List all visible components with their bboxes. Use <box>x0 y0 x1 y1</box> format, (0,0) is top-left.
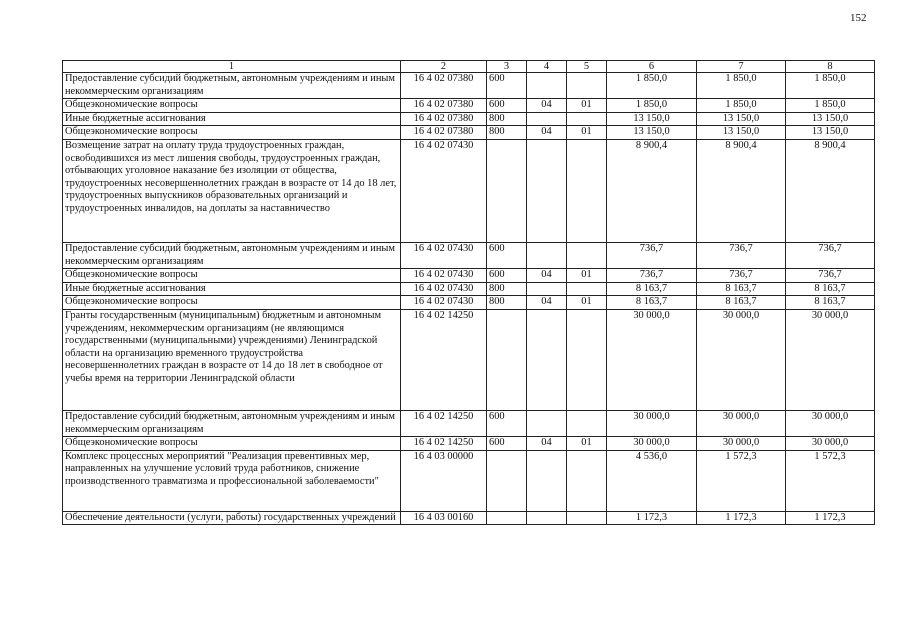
row-rz-cell <box>527 73 567 99</box>
row-sum-2025-cell: 736,7 <box>697 242 786 268</box>
row-name-cell: Общеэкономические вопросы <box>63 99 401 113</box>
row-sum-2025-cell: 30 000,0 <box>697 437 786 451</box>
row-vr-cell: 600 <box>487 73 527 99</box>
row-sum-2026-cell: 736,7 <box>786 269 875 283</box>
row-code-cell: 16 4 02 14250 <box>401 309 487 410</box>
table-row <box>63 139 875 242</box>
row-vr-cell: 800 <box>487 282 527 296</box>
header-cell: 6 <box>607 61 697 73</box>
row-vr-cell <box>487 309 527 410</box>
row-pr-cell: 01 <box>567 126 607 140</box>
table-header-row <box>63 61 875 73</box>
row-sum-2026-cell: 736,7 <box>786 242 875 268</box>
row-rz-cell: 04 <box>527 126 567 140</box>
row-vr-cell <box>487 511 527 525</box>
row-sum-2025-cell: 8 163,7 <box>697 282 786 296</box>
row-name-cell: Иные бюджетные ассигнования <box>63 282 401 296</box>
row-rz-cell <box>527 309 567 410</box>
row-rz-cell <box>527 450 567 511</box>
row-sum-2024-cell: 1 850,0 <box>607 99 697 113</box>
row-sum-2025-cell: 8 163,7 <box>697 296 786 310</box>
row-pr-cell <box>567 282 607 296</box>
header-cell: 8 <box>786 61 875 73</box>
row-sum-2024-cell: 30 000,0 <box>607 437 697 451</box>
row-sum-2025-cell: 13 150,0 <box>697 112 786 126</box>
row-sum-2025-cell: 8 900,4 <box>697 139 786 242</box>
row-sum-2024-cell: 1 850,0 <box>607 73 697 99</box>
header-cell: 4 <box>527 61 567 73</box>
row-code-cell: 16 4 02 07430 <box>401 242 487 268</box>
row-sum-2026-cell: 30 000,0 <box>786 309 875 410</box>
row-pr-cell <box>567 139 607 242</box>
row-code-cell: 16 4 02 07430 <box>401 282 487 296</box>
row-rz-cell <box>527 410 567 436</box>
row-sum-2025-cell: 1 572,3 <box>697 450 786 511</box>
row-sum-2024-cell: 13 150,0 <box>607 112 697 126</box>
table-row <box>63 511 875 525</box>
row-sum-2026-cell: 30 000,0 <box>786 437 875 451</box>
row-name-cell: Иные бюджетные ассигнования <box>63 112 401 126</box>
row-vr-cell: 600 <box>487 437 527 451</box>
row-name-cell: Комплекс процессных мероприятий "Реализация превентивных мер, направленных на улучшение условий труда работников, снижение производственного травматизма и профессиональной заболеваемости" <box>63 450 401 511</box>
row-sum-2025-cell: 30 000,0 <box>697 410 786 436</box>
table-row <box>63 437 875 451</box>
row-name-cell: Предоставление субсидий бюджетным, автономным учреждениям и иным некоммерческим организациям <box>63 73 401 99</box>
row-vr-cell: 800 <box>487 296 527 310</box>
row-name-cell: Возмещение затрат на оплату труда трудоустроенных граждан, освободившихся из мест лишения свободы, трудоустроенных граждан, отбывающих уголовное наказание без изоляции от общества, трудоустроенных несовершеннолетних граждан в возрасте от 14 до 18 лет, трудоустроенных выпускников образовательных организаций и трудоустроенных инвалидов, на доплаты за наставничество <box>63 139 401 242</box>
row-code-cell: 16 4 02 07430 <box>401 139 487 242</box>
budget-table <box>62 60 875 525</box>
row-sum-2024-cell: 1 172,3 <box>607 511 697 525</box>
table-row <box>63 99 875 113</box>
row-pr-cell: 01 <box>567 99 607 113</box>
table-row <box>63 450 875 511</box>
row-vr-cell: 600 <box>487 410 527 436</box>
table-row <box>63 282 875 296</box>
row-rz-cell: 04 <box>527 269 567 283</box>
row-code-cell: 16 4 02 07380 <box>401 112 487 126</box>
row-sum-2024-cell: 736,7 <box>607 242 697 268</box>
table-row <box>63 309 875 410</box>
row-code-cell: 16 4 02 07430 <box>401 269 487 283</box>
row-rz-cell: 04 <box>527 437 567 451</box>
row-sum-2026-cell: 13 150,0 <box>786 126 875 140</box>
row-code-cell: 16 4 02 07380 <box>401 73 487 99</box>
row-sum-2025-cell: 1 172,3 <box>697 511 786 525</box>
row-sum-2026-cell: 8 900,4 <box>786 139 875 242</box>
row-rz-cell <box>527 139 567 242</box>
header-cell: 3 <box>487 61 527 73</box>
row-sum-2025-cell: 13 150,0 <box>697 126 786 140</box>
row-sum-2025-cell: 30 000,0 <box>697 309 786 410</box>
row-rz-cell <box>527 511 567 525</box>
row-pr-cell <box>567 112 607 126</box>
row-sum-2026-cell: 8 163,7 <box>786 282 875 296</box>
row-name-cell: Общеэкономические вопросы <box>63 269 401 283</box>
row-rz-cell <box>527 242 567 268</box>
row-code-cell: 16 4 03 00160 <box>401 511 487 525</box>
row-sum-2026-cell: 30 000,0 <box>786 410 875 436</box>
row-name-cell: Общеэкономические вопросы <box>63 126 401 140</box>
row-code-cell: 16 4 02 14250 <box>401 437 487 451</box>
table-row <box>63 73 875 99</box>
table-row <box>63 242 875 268</box>
row-rz-cell <box>527 282 567 296</box>
row-vr-cell: 600 <box>487 242 527 268</box>
row-pr-cell <box>567 242 607 268</box>
row-pr-cell <box>567 410 607 436</box>
header-cell: 1 <box>63 61 401 73</box>
row-rz-cell: 04 <box>527 296 567 310</box>
row-name-cell: Обеспечение деятельности (услуги, работы) государственных учреждений <box>63 511 401 525</box>
row-sum-2026-cell: 13 150,0 <box>786 112 875 126</box>
page-number: 152 <box>850 12 867 24</box>
row-sum-2026-cell: 1 850,0 <box>786 73 875 99</box>
row-sum-2024-cell: 8 163,7 <box>607 282 697 296</box>
header-cell: 5 <box>567 61 607 73</box>
header-cell: 7 <box>697 61 786 73</box>
row-vr-cell: 800 <box>487 126 527 140</box>
row-sum-2024-cell: 4 536,0 <box>607 450 697 511</box>
row-name-cell: Общеэкономические вопросы <box>63 437 401 451</box>
row-sum-2026-cell: 8 163,7 <box>786 296 875 310</box>
row-sum-2026-cell: 1 572,3 <box>786 450 875 511</box>
row-sum-2026-cell: 1 172,3 <box>786 511 875 525</box>
table-row <box>63 296 875 310</box>
row-rz-cell: 04 <box>527 99 567 113</box>
row-sum-2026-cell: 1 850,0 <box>786 99 875 113</box>
row-vr-cell: 600 <box>487 269 527 283</box>
row-pr-cell: 01 <box>567 269 607 283</box>
row-sum-2025-cell: 736,7 <box>697 269 786 283</box>
table-row <box>63 126 875 140</box>
row-sum-2024-cell: 13 150,0 <box>607 126 697 140</box>
row-vr-cell <box>487 450 527 511</box>
row-name-cell: Предоставление субсидий бюджетным, автономным учреждениям и иным некоммерческим организациям <box>63 242 401 268</box>
row-pr-cell: 01 <box>567 296 607 310</box>
row-pr-cell <box>567 511 607 525</box>
row-pr-cell <box>567 450 607 511</box>
row-code-cell: 16 4 03 00000 <box>401 450 487 511</box>
row-sum-2025-cell: 1 850,0 <box>697 99 786 113</box>
row-sum-2024-cell: 8 163,7 <box>607 296 697 310</box>
row-code-cell: 16 4 02 14250 <box>401 410 487 436</box>
row-code-cell: 16 4 02 07430 <box>401 296 487 310</box>
row-sum-2025-cell: 1 850,0 <box>697 73 786 99</box>
row-vr-cell: 800 <box>487 112 527 126</box>
header-cell: 2 <box>401 61 487 73</box>
table-row <box>63 410 875 436</box>
row-sum-2024-cell: 736,7 <box>607 269 697 283</box>
row-pr-cell: 01 <box>567 437 607 451</box>
row-vr-cell <box>487 139 527 242</box>
row-name-cell: Общеэкономические вопросы <box>63 296 401 310</box>
row-sum-2024-cell: 8 900,4 <box>607 139 697 242</box>
table-row <box>63 269 875 283</box>
row-name-cell: Гранты государственным (муниципальным) бюджетным и автономным учреждениям, некоммерческим организациям (не являющимся государственными (муниципальными) учреждениями) Ленинградской области на организацию временного трудоустройства несовершеннолетних граждан в возрасте от 14 до 18 лет в свободное от учебы время на территории Ленинградской области <box>63 309 401 410</box>
row-sum-2024-cell: 30 000,0 <box>607 309 697 410</box>
row-name-cell: Предоставление субсидий бюджетным, автономным учреждениям и иным некоммерческим организациям <box>63 410 401 436</box>
row-pr-cell <box>567 309 607 410</box>
table-row <box>63 112 875 126</box>
row-pr-cell <box>567 73 607 99</box>
row-rz-cell <box>527 112 567 126</box>
row-sum-2024-cell: 30 000,0 <box>607 410 697 436</box>
row-code-cell: 16 4 02 07380 <box>401 99 487 113</box>
row-vr-cell: 600 <box>487 99 527 113</box>
row-code-cell: 16 4 02 07380 <box>401 126 487 140</box>
